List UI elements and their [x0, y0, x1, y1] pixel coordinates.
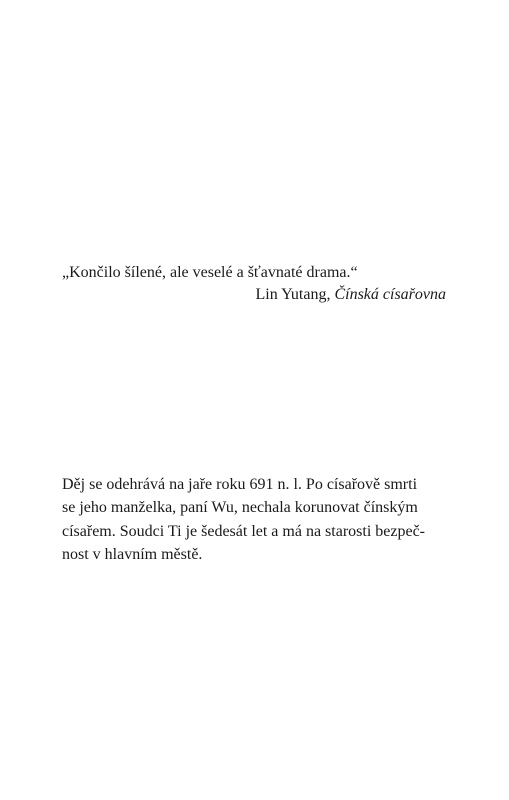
intro-paragraph — [62, 473, 452, 566]
epigraph-work-title: Čínská císařovna — [334, 286, 446, 303]
intro-line: nost v hlavním městě. — [62, 545, 203, 563]
intro-line: císařem. Soudci Ti je šedesát let a má na starosti bezpeč- — [62, 522, 426, 540]
intro-line: se jeho manželka, paní Wu, nechala korunovat čínským — [62, 499, 418, 517]
intro-line: Děj se odehrává na jaře roku 691 n. l. Po císařově smrti — [62, 476, 418, 493]
epigraph-author: Lin Yutang, — [255, 286, 335, 303]
epigraph-quote: „Končilo šílené, ale veselé a šťavnaté drama.“ — [62, 264, 358, 281]
epigraph-attribution — [62, 284, 446, 306]
epigraph — [62, 262, 446, 306]
